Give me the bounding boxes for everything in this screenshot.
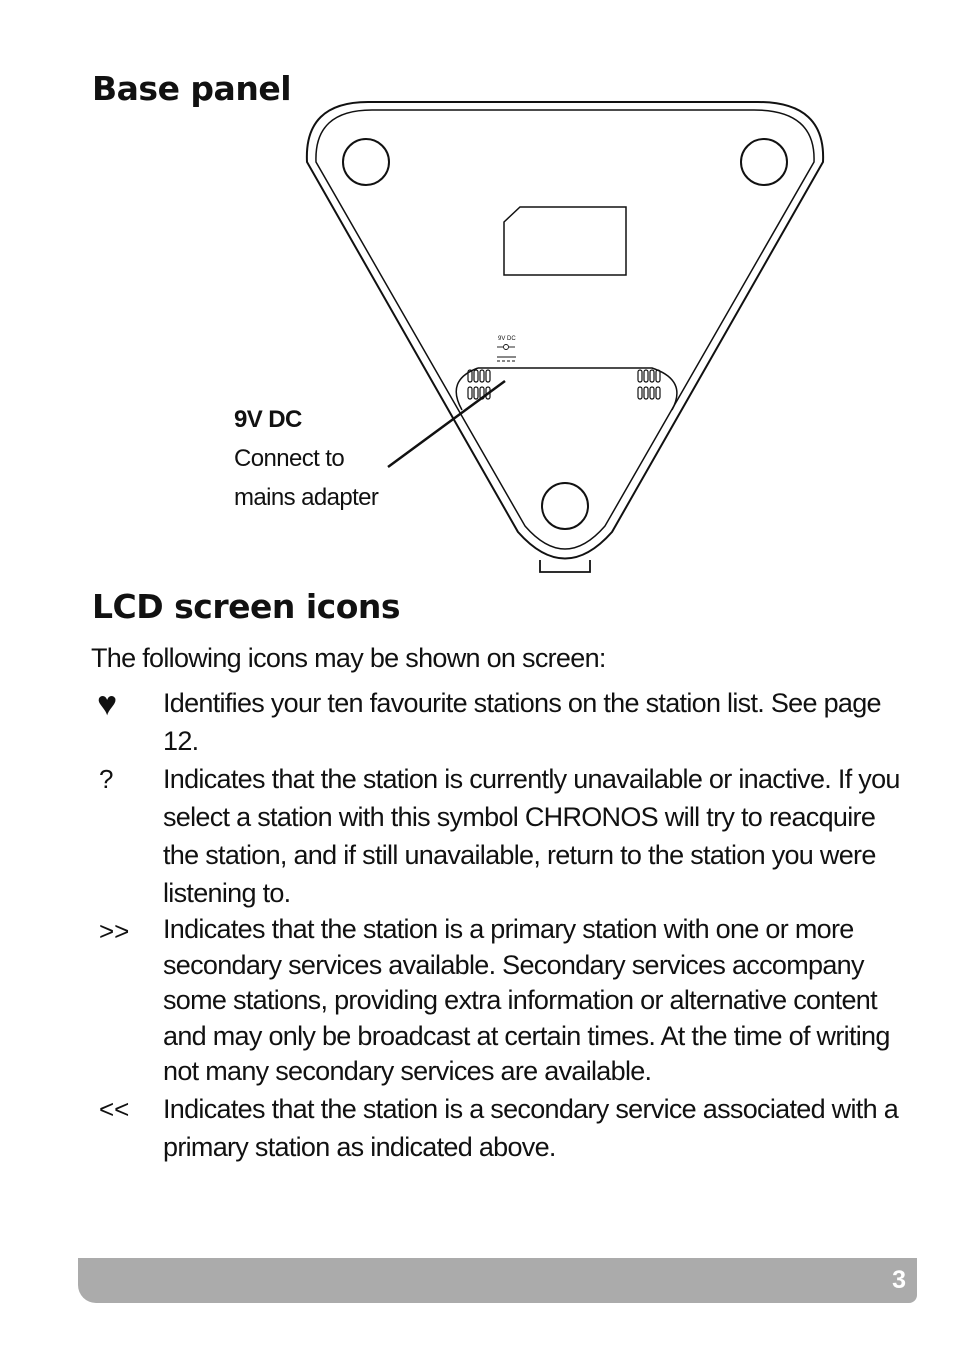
power-port-callout: [234, 400, 378, 517]
list-item: [91, 912, 911, 1090]
polarity-symbol: [497, 345, 516, 362]
base-panel-diagram: [0, 0, 954, 600]
rubber-foot-right: [741, 139, 787, 185]
callout-leader-line: [388, 381, 505, 467]
base-outline: [307, 102, 823, 559]
primary-station-symbol: >>: [99, 916, 130, 946]
vent-slots-right: [638, 370, 660, 399]
rubber-foot-left: [343, 139, 389, 185]
footer-bar: [78, 1258, 917, 1303]
base-foot-tab: [540, 560, 590, 572]
icon-description: Indicates that the station is a secondary service associated with a primary station as indicated above.: [163, 1093, 899, 1162]
lcd-icons-heading: LCD screen icons: [92, 587, 401, 626]
label-recess: [504, 207, 626, 275]
callout-line-2: mains adapter: [234, 484, 379, 511]
list-item: [91, 1090, 911, 1166]
port-marking-label: 9V DC: [498, 336, 516, 342]
page-number: 3: [892, 1266, 906, 1294]
list-item: [91, 684, 911, 760]
lcd-intro-text: The following icons may be shown on screen:: [91, 643, 606, 673]
icon-description: Indicates that the station is a primary station with one or more secondary services available. Secondary services accompany some stations, providing extra information or alternative content and may only be broadcast at certain times. At the time of writing not many secondary services are available.: [163, 914, 890, 1086]
icon-description: Identifies your ten favourite stations on the station list. See page 12.: [163, 688, 881, 756]
base-panel-heading: Base panel: [92, 69, 292, 108]
lcd-icon-list: [91, 684, 911, 1166]
callout-line-1: Connect to: [234, 445, 345, 472]
list-item: [91, 760, 911, 912]
unavailable-symbol: ?: [99, 764, 114, 794]
callout-title: 9V DC: [234, 406, 302, 433]
secondary-service-symbol: <<: [99, 1093, 130, 1124]
rubber-foot-bottom: [542, 483, 588, 529]
heart-icon: ♥: [97, 685, 118, 723]
icon-description: Indicates that the station is currently unavailable or inactive. If you select a station with this symbol CHRONOS will try to reacquire the station, and if still unavailable, return to the station you were listening to.: [163, 764, 900, 908]
